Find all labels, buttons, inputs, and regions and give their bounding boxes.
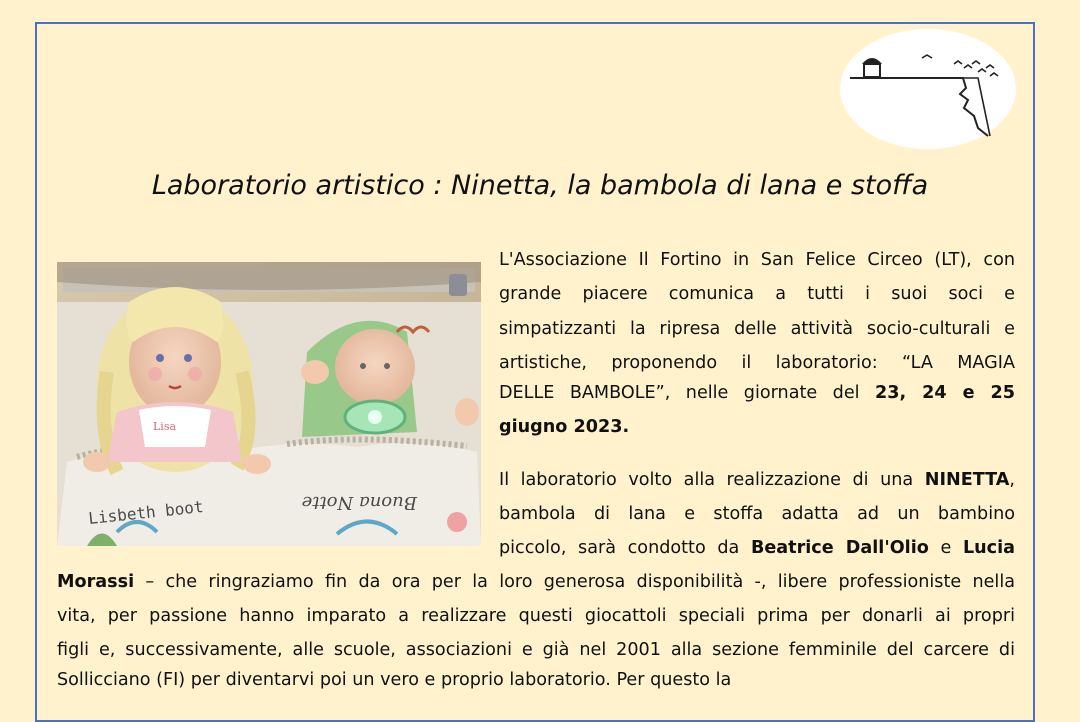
paragraph-1-line-4: artistiche, proponendo il laboratorio: “LA MAGIA xyxy=(499,353,1015,373)
paragraph-1-line-6 xyxy=(499,410,1015,445)
paragraph-2-line-6: figli e, successivamente, alle scuole, associazioni e già nel 2001 alla sezione femminile del carcere di xyxy=(57,640,1015,660)
paragraph-2-line-5: vita, per passione hanno imparato a realizzare questi giocattoli speciali prima per donarli ai propri xyxy=(57,606,1015,626)
dolls-photo xyxy=(57,262,481,546)
paragraph-2-line-1 xyxy=(499,463,1015,498)
paragraph-2-line-4 xyxy=(57,565,1015,600)
paragraph-1-line-2: grande piacere comunica a tutti i suoi soci e xyxy=(499,284,1015,304)
doll-name: NINETTA xyxy=(924,470,1010,490)
embroidery-left: Lisbeth boot xyxy=(87,496,205,528)
paragraph-2-line-7: Sollicciano (FI) per diventarvi poi un vero e proprio laboratorio. Per questo la xyxy=(57,670,732,690)
paragraph-2-line-2: bambola di lana e stoffa adatta ad un bambino xyxy=(499,504,1015,524)
event-dates: 23, 24 e 25 xyxy=(875,383,1015,403)
event-month-year: giugno 2023. xyxy=(499,417,630,437)
paragraph-1-line-3: simpatizzanti la ripresa delle attività socio-culturali e xyxy=(499,319,1015,339)
fortino-cliff-logo xyxy=(838,28,1018,150)
page-title: Laboratorio artistico : Ninetta, la bambola di lana e stoffa xyxy=(151,170,929,201)
instructor-1: Beatrice Dall'Olio xyxy=(750,538,929,558)
instructor-2-last: Morassi xyxy=(57,572,135,592)
embroidery-right: Buona Notte xyxy=(301,492,417,513)
paragraph-1-line-5 xyxy=(499,376,1015,411)
p1-line5-text: DELLE BAMBOLE”, nelle giornate del xyxy=(499,383,860,403)
p2-line3-and: e xyxy=(940,538,952,558)
p2-line1-text: Il laboratorio volto alla realizzazione di una xyxy=(499,470,914,490)
instructor-2-first: Lucia xyxy=(962,538,1016,558)
paragraph-1-line-1: L'Associazione Il Fortino in San Felice Circeo (LT), con xyxy=(499,250,1015,270)
p2-line3-text: piccolo, sarà condotto da xyxy=(499,538,740,558)
p2-line4-text: – che ringraziamo fin da ora per la loro generosa disponibilità -, libere professioniste nella xyxy=(145,572,1015,592)
paragraph-2-line-3 xyxy=(499,531,1015,566)
bib-text: Lisa xyxy=(153,420,177,433)
p2-line1-comma: , xyxy=(1009,470,1016,490)
